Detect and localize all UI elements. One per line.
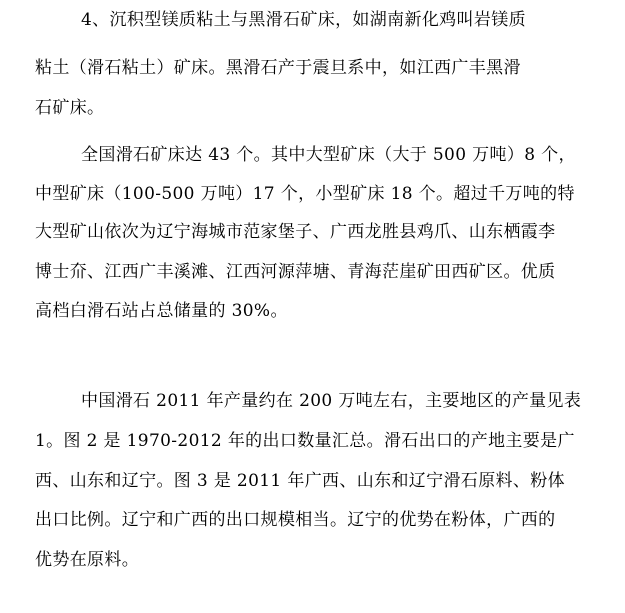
text-line: 优势在原料。 [35,550,140,570]
text-line: 出口比例。辽宁和广西的出口规模相当。辽宁的优势在粉体，广西的 [35,510,556,530]
text-line: 博士夼、江西广丰溪滩、江西河源萍塘、青海茫崖矿田西矿区。优质 [35,262,556,282]
text-line: 1。图 2 是 1970-2012 年的出口数量汇总。滑石出口的产地主要是广 [35,431,575,451]
text-line: 中国滑石 2011 年产量约在 200 万吨左右，主要地区的产量见表 [81,391,582,411]
text-line: 中型矿床（100-500 万吨）17 个，小型矿床 18 个。超过千万吨的特 [35,184,575,204]
text-line: 西、山东和辽宁。图 3 是 2011 年广西、山东和辽宁滑石原料、粉体 [35,471,565,491]
text-line: 高档白滑石站占总储量的 30%。 [35,301,288,321]
text-line: 全国滑石矿床达 43 个。其中大型矿床（大于 500 万吨）8 个， [81,145,576,165]
text-line: 石矿床。 [35,98,105,118]
text-line: 大型矿山依次为辽宁海城市范家堡子、广西龙胜县鸡爪、山东栖霞李 [35,222,556,242]
text-line: 粘土（滑石粘土）矿床。黑滑石产于震旦系中，如江西广丰黑滑 [35,58,521,78]
text-line: 4、沉积型镁质粘土与黑滑石矿床，如湖南新化鸡叫岩镁质 [81,10,526,30]
